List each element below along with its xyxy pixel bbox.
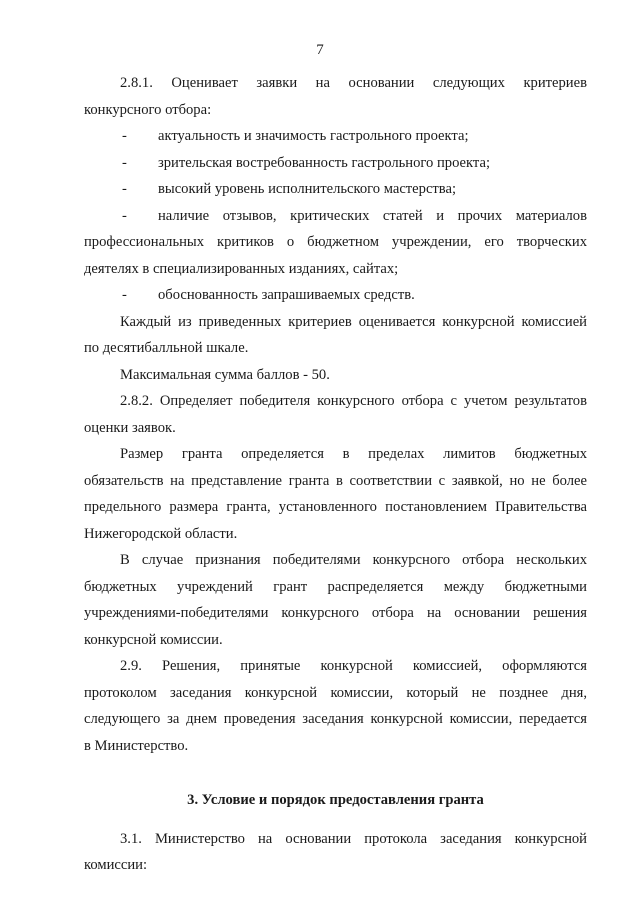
clause-2-9-line-1: 2.9. Решения, принятые конкурсной комиссией, оформляются [120,658,587,674]
criteria-note-line-1: Каждый из приведенных критериев оценивается конкурсной комиссией [120,313,587,330]
multiple-winners-line-3: учреждениями-победителями конкурсного отбора на основании решения [84,605,587,621]
bullet-dash: - [122,128,127,144]
clause-2-9-line-2: протоколом заседания конкурсной комиссии, который не позднее дня, [84,684,587,701]
clause-2-8-2-line-2: оценки заявок. [84,419,176,436]
bullet-reviews-line-2: профессиональных критиков о бюджетном учреждении, его творческих [84,234,587,250]
bullet-dash: - [122,154,127,171]
clause-2-9-line-3: следующего за днем проведения заседания конкурсной комиссии, передается [84,711,587,727]
clause-2-9-line-4: в Министерство. [84,737,189,754]
clause-3-1-line-1: 3.1. Министерство на основании протокола заседания конкурсной [120,830,587,847]
bullet-item-funds-justification [84,282,587,309]
bullet-dash: - [122,181,127,197]
bullet-text: зрительская востребованность гастрольного проекта; [158,154,491,171]
grant-size-line-3: предельного размера гранта, установленного постановлением Правительства [84,499,587,515]
bullet-dash: - [122,207,127,224]
clause-2-8-1-line-1: 2.8.1. Оценивает заявки на основании следующих критериев [120,75,587,91]
grant-size-line-1: Размер гранта определяется в пределах лимитов бюджетных [120,446,587,462]
bullet-item-audience-demand [84,150,587,177]
clause-2-8-2-line-1: 2.8.2. Определяет победителя конкурсного отбора с учетом результатов [120,393,587,409]
bullet-text: наличие отзывов, критических статей и прочих материалов [158,207,587,224]
document-body [84,70,587,879]
max-score: Максимальная сумма баллов - 50. [120,366,330,383]
bullet-text: актуальность и значимость гастрольного проекта; [158,128,469,144]
bullet-text: обоснованность запрашиваемых средств. [158,287,415,303]
grant-size-line-2: обязательств на представление гранта в соответствии с заявкой, но не более [84,472,587,489]
multiple-winners-line-4: конкурсной комиссии. [84,631,223,648]
bullet-dash: - [122,287,127,303]
clause-2-8-1-line-2: конкурсного отбора: [84,101,212,118]
clause-3-1-line-2: комиссии: [84,857,148,873]
section-3-heading: 3. Условие и порядок предоставления гранта [187,792,484,808]
grant-size-line-4: Нижегородской области. [84,525,238,542]
criteria-note-line-2: по десятибалльной шкале. [84,340,249,356]
bullet-text: высокий уровень исполнительского мастерства; [158,181,457,197]
multiple-winners-line-1: В случае признания победителями конкурсного отбора нескольких [120,552,587,568]
page-number: 7 [316,42,324,58]
bullet-reviews-line-3: деятелях в специализированных изданиях, сайтах; [84,260,399,277]
bullet-item-relevance [84,123,587,150]
multiple-winners-line-2: бюджетных учреждений грант распределяется между бюджетными [84,578,587,595]
bullet-item-reviews [84,203,587,230]
bullet-item-performance-level [84,176,587,203]
